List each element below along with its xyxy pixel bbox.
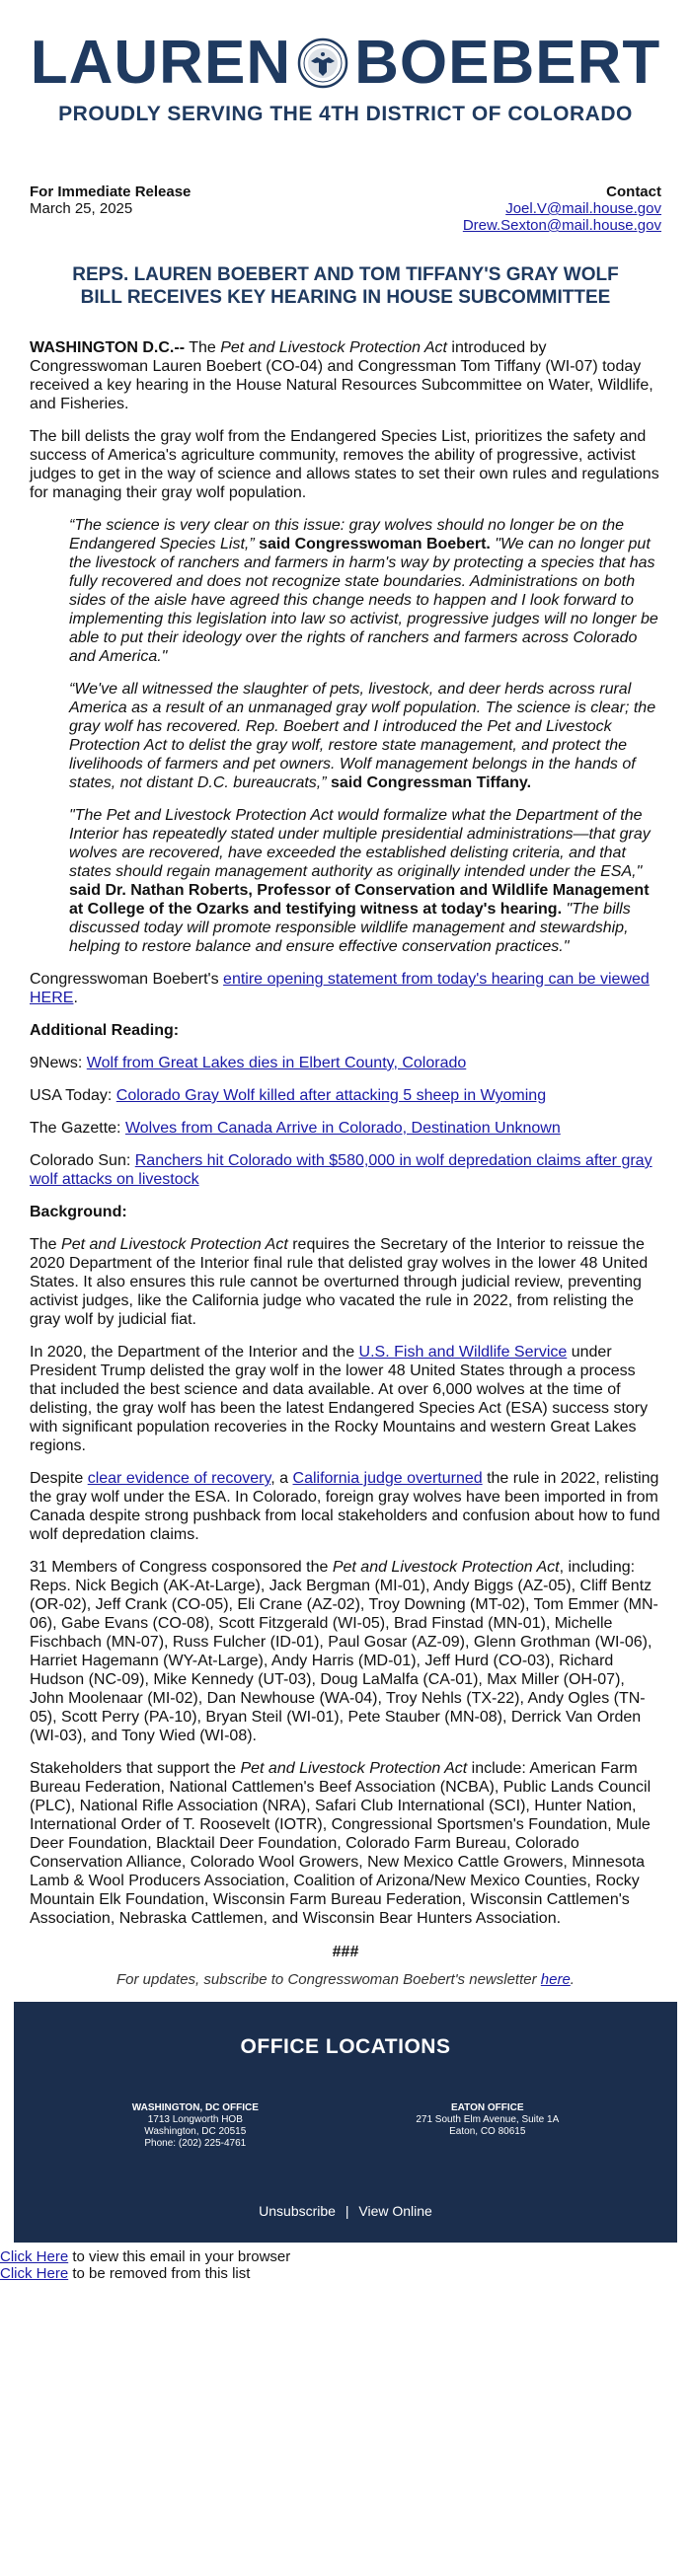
masthead-name-right: BOEBERT	[354, 29, 661, 97]
quote-text: “We've all witnessed the slaughter of pets, livestock, and deer herds across rural America as a result of an unmanaged gray wolf population. The science is clear; the gray wolf has recovered. Rep. Boebert and I introduced the Pet and Livestock Protection Act to delist the gray wolf, restore state management, and protect the livelihoods of farmers and pet owners. Wolf management belongs in the hands of states, not distant D.C. bureaucrats,”	[69, 681, 656, 791]
reading-item	[30, 1151, 661, 1189]
act-name: Pet and Livestock Protection Act	[332, 1559, 560, 1576]
contact-info	[463, 184, 661, 234]
bg-text: , including: Reps. Nick Begich (AK-At-Large), Jack Bergman (MI-01), Andy Biggs (AZ-05), Cliff Bentz (OR-02), Jeff Crank (CO-05), Eli Crane (AZ-02), Troy Downing (MT-02), Tom Emmer (MN-06), Gabe Evans (CO-08), Scott Fitzgerald (WI-05), Brad Finstad (MN-01), Michelle Fischbach (MN-07), Russ Fulcher (ID-01), Paul Gosar (AZ-09), Glenn Grothman (WI-06), Harriet Hagemann (WY-At-Large), Andy Harris (MD-01), Jeff Hurd (CO-03), Richard Hudson (NC-09), Mike Kennedy (UT-03), Doug LaMalfa (CA-01), Max Miller (OH-07), John Moolenaar (MI-02), Dan Newhouse (WA-04), Troy Nehls (TX-22), Andy Ogles (TN-05), Scott Perry (PA-10), Bryan Steil (WI-01), Pete Stauber (MN-08), Derrick Van Orden (WI-03), and Tony Wied (WI-08).	[30, 1559, 658, 1744]
bg-text: under President Trump delisted the gray wolf in the lower 48 United States through a process that included the best science and data available. At over 6,000 wolves at the time of delisting, the gray wolf has been the latest Endangered Species Act (ESA) success story with significant population recoveries in the Rocky Mountains and western Great Lakes regions.	[30, 1344, 649, 1454]
office-name: EATON OFFICE	[451, 2102, 524, 2113]
bg-text: include: American Farm Bureau Federation, National Cattlemen's Beef Association (NCBA), Public Lands Council (PLC), National Rifle Association (NRA), Safari Club International (SCI), Hunter Nation, International Order of T. Roosevelt (IOTR), Congressional Sportsmen's Foundation, Mule Deer Foundation, Blacktail Deer Foundation, Colorado Farm Bureau, Colorado Conservation Alliance, Colorado Wool Growers, New Mexico Cattle Growers, Minnesota Lamb & Wool Producers Association, Coalition of Arizona/New Mexico Counties, Rocky Mountain Elk Foundation, Wisconsin Farm Bureau Federation, Wisconsin Cattlemen's Association, Nebraska Cattlemen, and Wisconsin Bear Hunters Association.	[30, 1760, 652, 1927]
masthead-name-left: LAUREN	[30, 29, 292, 97]
background-paragraph	[30, 1235, 661, 1329]
additional-reading-title: Additional Reading:	[30, 1022, 180, 1039]
office-list	[14, 2102, 677, 2150]
contact-label: Contact	[606, 184, 661, 200]
office-eaton	[416, 2102, 559, 2150]
remove-from-list-link[interactable]: Click Here	[0, 2265, 69, 2282]
subscribe-line	[30, 1971, 661, 1988]
quote-attribution: said Dr. Nathan Roberts, Professor of Conservation and Wildlife Management at College of the Ozarks and testifying witness at today's hearing.	[69, 882, 650, 918]
intro-text: The	[185, 339, 221, 356]
contact-email-link[interactable]: Joel.V@mail.house.gov	[505, 200, 661, 217]
quote-tiffany	[69, 680, 661, 792]
bg-text: , a	[270, 1470, 293, 1487]
reading-source: The Gazette:	[30, 1120, 125, 1137]
quote-text: "The bills discussed today will promote responsible wildlife management and stewardship, helping to restore balance and ensure effective conservation practices."	[69, 901, 631, 955]
quote-text: "We can no longer put the livestock of ranchers and farmers in harm's way by protecting a species that has fully recovered and does not recognize state boundaries. Administrations on both sides of the aisle have agreed this change needs to happen and I look forward to implementing this legislation into law so activist, progressive judges will no longer be able to put their ideology over the rights of ranchers and farmers across Colorado and America."	[69, 536, 658, 665]
bottom-text: to be removed from this list	[68, 2265, 251, 2282]
subscribe-end: .	[570, 1971, 575, 1988]
opening-end: .	[73, 990, 78, 1006]
intro-paragraph	[30, 338, 661, 413]
remove-line	[0, 2265, 691, 2282]
office-address: 271 South Elm Avenue, Suite 1A	[416, 2114, 560, 2125]
office-address: Eaton, CO 80615	[449, 2126, 526, 2137]
headline: REPS. LAUREN BOEBERT AND TOM TIFFANY'S GRAY WOLF BILL RECEIVES KEY HEARING IN HOUSE SUBCOMMITTEE	[72, 264, 619, 308]
congressional-seal-icon	[297, 37, 348, 89]
reading-item	[30, 1119, 661, 1138]
quote-text: "The Pet and Livestock Protection Act would formalize what the Department of the Interior has repeatedly stated under multiple presidential administrations—that gray wolves are recovered, have exceeded the established delisting criteria, and that states should regain management authority as originally intended under the ESA,"	[69, 807, 651, 880]
reading-item	[30, 1086, 661, 1105]
release-label: For Immediate Release	[30, 184, 192, 200]
unsubscribe-link[interactable]: Unsubscribe	[259, 2203, 336, 2219]
bottom-text: to view this email in your browser	[68, 2248, 291, 2265]
office-address: 1713 Longworth HOB	[147, 2114, 243, 2125]
release-date: March 25, 2025	[30, 200, 133, 217]
footer-separator: |	[345, 2203, 349, 2219]
act-name: Pet and Livestock Protection Act	[220, 339, 447, 356]
footer-office-locations	[14, 2002, 677, 2243]
bg-text: the rule in 2022, relisting the gray wolf under the ESA. In Colorado, foreign gray wolves have been imported in from Canada despite strong pushback from local stakeholders and confusion about how to fund wolf depredation claims.	[30, 1470, 660, 1543]
bg-text: Despite	[30, 1470, 88, 1487]
masthead	[30, 0, 661, 126]
quote-attribution: said Congresswoman Boebert.	[254, 536, 496, 552]
reading-link[interactable]: Colorado Gray Wolf killed after attacking 5 sheep in Wyoming	[115, 1087, 547, 1104]
opening-statement-link[interactable]: entire opening statement from today's hearing can be viewed HERE	[30, 971, 650, 1006]
release-info	[30, 184, 191, 234]
office-address: Washington, DC 20515	[144, 2126, 247, 2137]
bg-text: Stakeholders that support the	[30, 1760, 241, 1777]
cosponsors-paragraph	[30, 1558, 661, 1745]
background-title: Background:	[30, 1204, 127, 1220]
background-paragraph	[30, 1343, 661, 1455]
opening-statement-paragraph	[30, 970, 661, 1007]
dateline: WASHINGTON D.C.--	[30, 339, 186, 356]
office-name: WASHINGTON, DC OFFICE	[131, 2102, 259, 2113]
act-name: Pet and Livestock Protection Act	[61, 1236, 288, 1253]
email-bottom-links	[0, 2248, 691, 2282]
opening-text: Congresswoman Boebert's	[30, 971, 224, 988]
reading-link[interactable]: Ranchers hit Colorado with $580,000 in wolf depredation claims after gray wolf attacks on livestock	[30, 1152, 653, 1188]
bg-text: In 2020, the Department of the Interior and the	[30, 1344, 359, 1361]
reading-source: 9News:	[30, 1055, 87, 1071]
reading-item	[30, 1054, 661, 1072]
bg-text: The	[30, 1236, 62, 1253]
reading-link[interactable]: Wolves from Canada Arrive in Colorado, Destination Unknown	[124, 1120, 561, 1137]
background-paragraph	[30, 1469, 661, 1544]
california-judge-link[interactable]: California judge overturned	[292, 1470, 483, 1487]
office-phone: Phone: (202) 225-4761	[144, 2138, 247, 2149]
bg-text: 31 Members of Congress cosponsored the	[30, 1559, 333, 1576]
masthead-subtitle: PROUDLY SERVING THE 4TH DISTRICT OF COLORADO	[58, 103, 633, 125]
reading-source: USA Today:	[30, 1087, 116, 1104]
body-paragraph: The bill delists the gray wolf from the Endangered Species List, prioritizes the safety and success of America's agriculture community, removes the ability of progressive, activist judges to get in the way of science and allows states to set their own rules and regulations for managing their gray wolf population.	[30, 428, 659, 501]
end-mark: ###	[332, 1944, 359, 1960]
subscribe-link[interactable]: here	[540, 1971, 571, 1988]
masthead-title	[30, 29, 661, 97]
quote-boebert	[69, 516, 661, 666]
bg-text: requires the Secretary of the Interior to reissue the 2020 Department of the Interior final rule that delisted gray wolves in the lower 48 United States. It also ensures this rule cannot be overturned through judicial review, preventing activist judges, like the California judge who vacated the rule in 2022, from relisting the gray wolf by judicial fiat.	[30, 1236, 649, 1328]
office-dc	[132, 2102, 259, 2150]
quote-text: “The science is very clear on this issue: gray wolves should no longer be on the Endangered Species List,”	[69, 517, 625, 552]
footer-links	[14, 2203, 677, 2219]
subscribe-text: For updates, subscribe to Congresswoman Boebert's newsletter	[116, 1971, 541, 1988]
quote-roberts	[69, 806, 661, 956]
view-online-link[interactable]: View Online	[358, 2203, 432, 2219]
reading-link[interactable]: Wolf from Great Lakes dies in Elbert County, Colorado	[86, 1055, 467, 1071]
quote-attribution: said Congressman Tiffany.	[326, 774, 532, 791]
recovery-evidence-link[interactable]: clear evidence of recovery	[87, 1470, 271, 1487]
footer-title: OFFICE LOCATIONS	[240, 2035, 451, 2058]
view-in-browser-link[interactable]: Click Here	[0, 2248, 69, 2265]
stakeholders-paragraph	[30, 1759, 661, 1928]
act-name: Pet and Livestock Protection Act	[240, 1760, 468, 1777]
contact-email-link[interactable]: Drew.Sexton@mail.house.gov	[462, 217, 661, 234]
reading-source: Colorado Sun:	[30, 1152, 135, 1169]
fws-link[interactable]: U.S. Fish and Wildlife Service	[358, 1344, 568, 1361]
release-meta	[30, 184, 661, 234]
browser-view-line	[0, 2248, 691, 2265]
content-column	[30, 0, 661, 1988]
intro-text: introduced by Congresswoman Lauren Boebert (CO-04) and Congressman Tom Tiffany (WI-07) today received a key hearing in the House Natural Resources Subcommittee on Water, Wildlife, and Fisheries.	[30, 339, 653, 412]
